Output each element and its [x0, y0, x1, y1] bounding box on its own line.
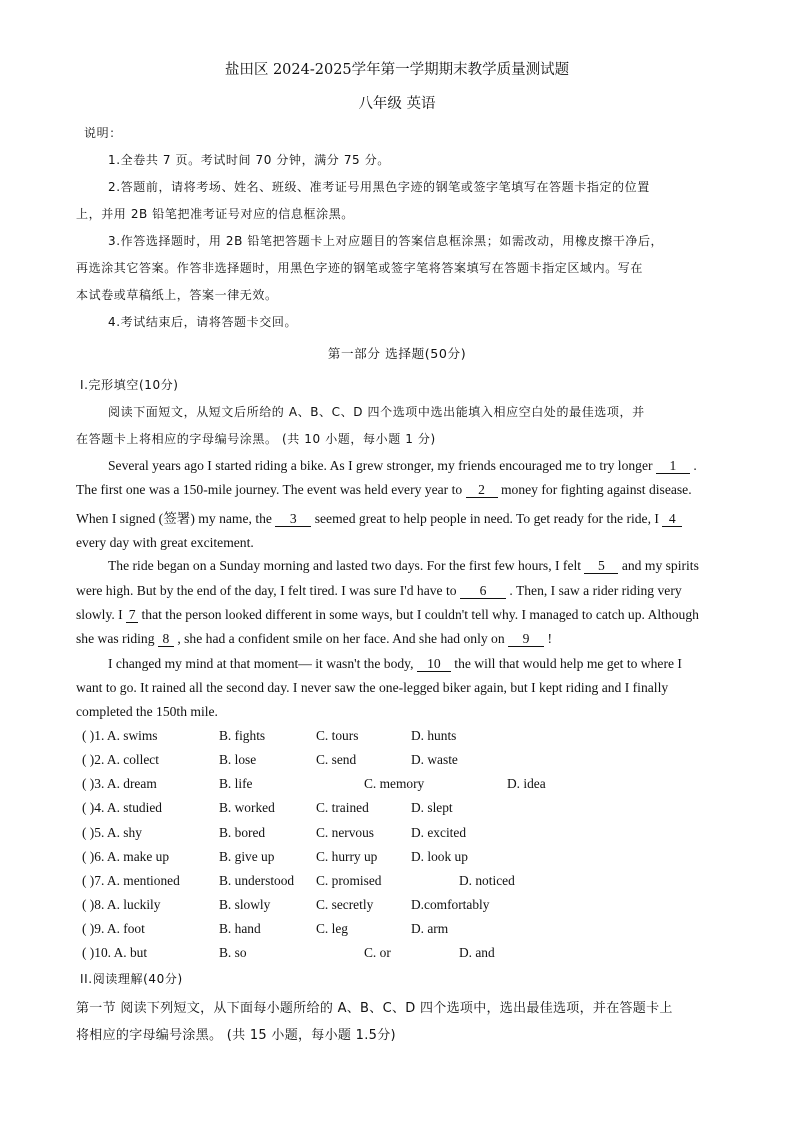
question-3-stem: ( )3. A. dream — [82, 776, 157, 791]
passage-text: the will that would help me get to where I — [454, 656, 682, 671]
question-4-option-d: D. slept — [411, 800, 453, 815]
instruction-4: 4.考试结束后，请将答题卡交回。 — [108, 315, 298, 329]
exam-title: 盐田区 2024-2025学年第一学期期末教学质量测试题 — [224, 62, 570, 78]
question-6-option-b: B. give up — [219, 849, 275, 864]
passage-line — [76, 507, 682, 527]
passage-line: completed the 150th mile. — [76, 704, 218, 719]
instruction-3-cont-b: 本试卷或草稿纸上，答案一律无效。 — [76, 288, 278, 302]
blank-3: 3 — [275, 512, 311, 527]
instruction-1: 1.全卷共 7 页。考试时间 70 分钟，满分 75 分。 — [108, 153, 390, 167]
question-7-stem: ( )7. A. mentioned — [82, 873, 180, 888]
passage-text: slowly. I — [76, 607, 123, 622]
reading-directions-1: 第一节 阅读下列短文，从下面每小题所给的 A、B、C、D 四个选项中，选出最佳选项，并在答题卡上 — [76, 1001, 673, 1016]
question-5-stem: ( )5. A. shy — [82, 825, 142, 840]
question-1-stem: ( )1. A. swims — [82, 728, 158, 743]
instructions-heading: 说明： — [84, 126, 122, 140]
question-3-option-d: D. idea — [507, 776, 546, 791]
question-9-option-c: C. leg — [316, 921, 348, 936]
question-10-option-d: D. and — [459, 945, 495, 960]
passage-text: . Then, I saw a rider riding very — [509, 583, 682, 598]
passage-line: want to go. It rained all the second day. I never saw the one-legged biker again, but I kept riding and I finally — [76, 680, 669, 695]
blank-8: 8 — [158, 632, 174, 647]
blank-7: 7 — [126, 608, 138, 623]
passage-line — [76, 607, 699, 623]
passage-text: The ride began on a Sunday morning and lasted two days. For the first few hours, I felt — [108, 558, 582, 573]
passage-text: When I signed (签署) my name, the — [76, 511, 272, 526]
question-9-option-b: B. hand — [219, 921, 261, 936]
passage-text: . — [693, 458, 697, 473]
question-3-option-c: C. memory — [364, 776, 425, 791]
instruction-3-cont-a: 再选涂其它答案。作答非选择题时，用黑色字迹的钢笔或签字笔将答案填写在答题卡指定区域内。写在 — [76, 261, 644, 275]
question-9-option-d: D. arm — [411, 921, 449, 936]
question-4-option-b: B. worked — [219, 800, 275, 815]
question-2-option-b: B. lose — [219, 752, 257, 767]
reading-heading: II.阅读理解(40分) — [80, 972, 183, 986]
question-9-stem: ( )9. A. foot — [82, 921, 145, 936]
question-2-stem: ( )2. A. collect — [82, 752, 159, 767]
blank-4: 4 — [662, 512, 682, 527]
passage-line — [76, 631, 552, 647]
passage-text: that the person looked different in some ways, but I couldn't tell why. I managed to catch up. Although — [141, 607, 699, 622]
exam-subtitle: 八年级 英语 — [358, 96, 436, 112]
passage-line: every day with great excitement. — [76, 535, 254, 550]
question-2-option-c: C. send — [316, 752, 357, 767]
instruction-2: 2.答题前，请将考场、姓名、班级、准考证号用黑色字迹的钢笔或签字笔填写在答题卡指定的位置 — [108, 180, 650, 194]
passage-line — [76, 583, 682, 599]
question-6-option-c: C. hurry up — [316, 849, 378, 864]
passage-line — [108, 458, 697, 474]
cloze-directions-1: 阅读下面短文，从短文后所给的 A、B、C、D 四个选项中选出能填入相应空白处的最佳选项，并 — [108, 405, 645, 419]
question-8-option-b: B. slowly — [219, 897, 271, 912]
question-10-stem: ( )10. A. but — [82, 945, 148, 960]
question-2-option-d: D. waste — [411, 752, 458, 767]
question-4-stem: ( )4. A. studied — [82, 800, 162, 815]
part1-title: 第一部分 选择题(50分) — [327, 346, 467, 361]
passage-text: The first one was a 150-mile journey. The event was held every year to — [76, 482, 463, 497]
question-5-option-d: D. excited — [411, 825, 467, 840]
question-10-option-b: B. so — [219, 945, 247, 960]
question-5-option-b: B. bored — [219, 825, 266, 840]
passage-text: Several years ago I started riding a bike. As I grew stronger, my friends encouraged me to try longer — [108, 458, 653, 473]
passage-line — [108, 656, 682, 672]
passage-text: she was riding — [76, 631, 155, 646]
question-4-option-c: C. trained — [316, 800, 369, 815]
question-6-option-d: D. look up — [411, 849, 468, 864]
passage-text: , she had a confident smile on her face. And she had only on — [177, 631, 505, 646]
passage-text: and my spirits — [621, 558, 699, 573]
passage-text: money for fighting against disease. — [500, 482, 692, 497]
cloze-heading: I.完形填空(10分) — [80, 378, 179, 392]
passage-text: seemed great to help people in need. To get ready for the ride, I — [314, 511, 659, 526]
question-8-option-c: C. secretly — [316, 897, 374, 912]
question-1-option-b: B. fights — [219, 728, 266, 743]
question-7-option-b: B. understood — [219, 873, 295, 888]
question-3-option-b: B. life — [219, 776, 253, 791]
question-7-option-d: D. noticed — [459, 873, 515, 888]
question-7-option-c: C. promised — [316, 873, 382, 888]
blank-10: 10 — [417, 657, 451, 672]
question-1-option-c: C. tours — [316, 728, 359, 743]
passage-text: ! — [547, 631, 552, 646]
passage-text: were high. But by the end of the day, I felt tired. I was sure I'd have to — [76, 583, 457, 598]
instruction-2-cont: 上，并用 2B 铅笔把准考证号对应的信息框涂黑。 — [76, 207, 354, 221]
cloze-directions-2: 在答题卡上将相应的字母编号涂黑。 (共 10 小题，每小题 1 分) — [76, 432, 436, 446]
blank-2: 2 — [466, 483, 498, 498]
question-1-option-d: D. hunts — [411, 728, 457, 743]
question-8-option-d: D.comfortably — [411, 897, 490, 912]
reading-directions-2: 将相应的字母编号涂黑。 (共 15 小题，每小题 1.5分) — [76, 1028, 396, 1043]
passage-line — [108, 558, 699, 574]
question-6-stem: ( )6. A. make up — [82, 849, 170, 864]
instruction-3: 3.作答选择题时，用 2B 铅笔把答题卡上对应题目的答案信息框涂黑；如需改动，用橡皮擦干净后， — [108, 234, 664, 248]
passage-text: I changed my mind at that moment— it wasn't the body, — [108, 656, 414, 671]
question-10-option-c: C. or — [364, 945, 391, 960]
question-5-option-c: C. nervous — [316, 825, 375, 840]
passage-line — [76, 482, 692, 498]
question-8-stem: ( )8. A. luckily — [82, 897, 161, 912]
blank-5: 5 — [584, 559, 618, 574]
blank-6: 6 — [460, 584, 506, 599]
blank-1: 1 — [656, 459, 690, 474]
blank-9: 9 — [508, 632, 544, 647]
